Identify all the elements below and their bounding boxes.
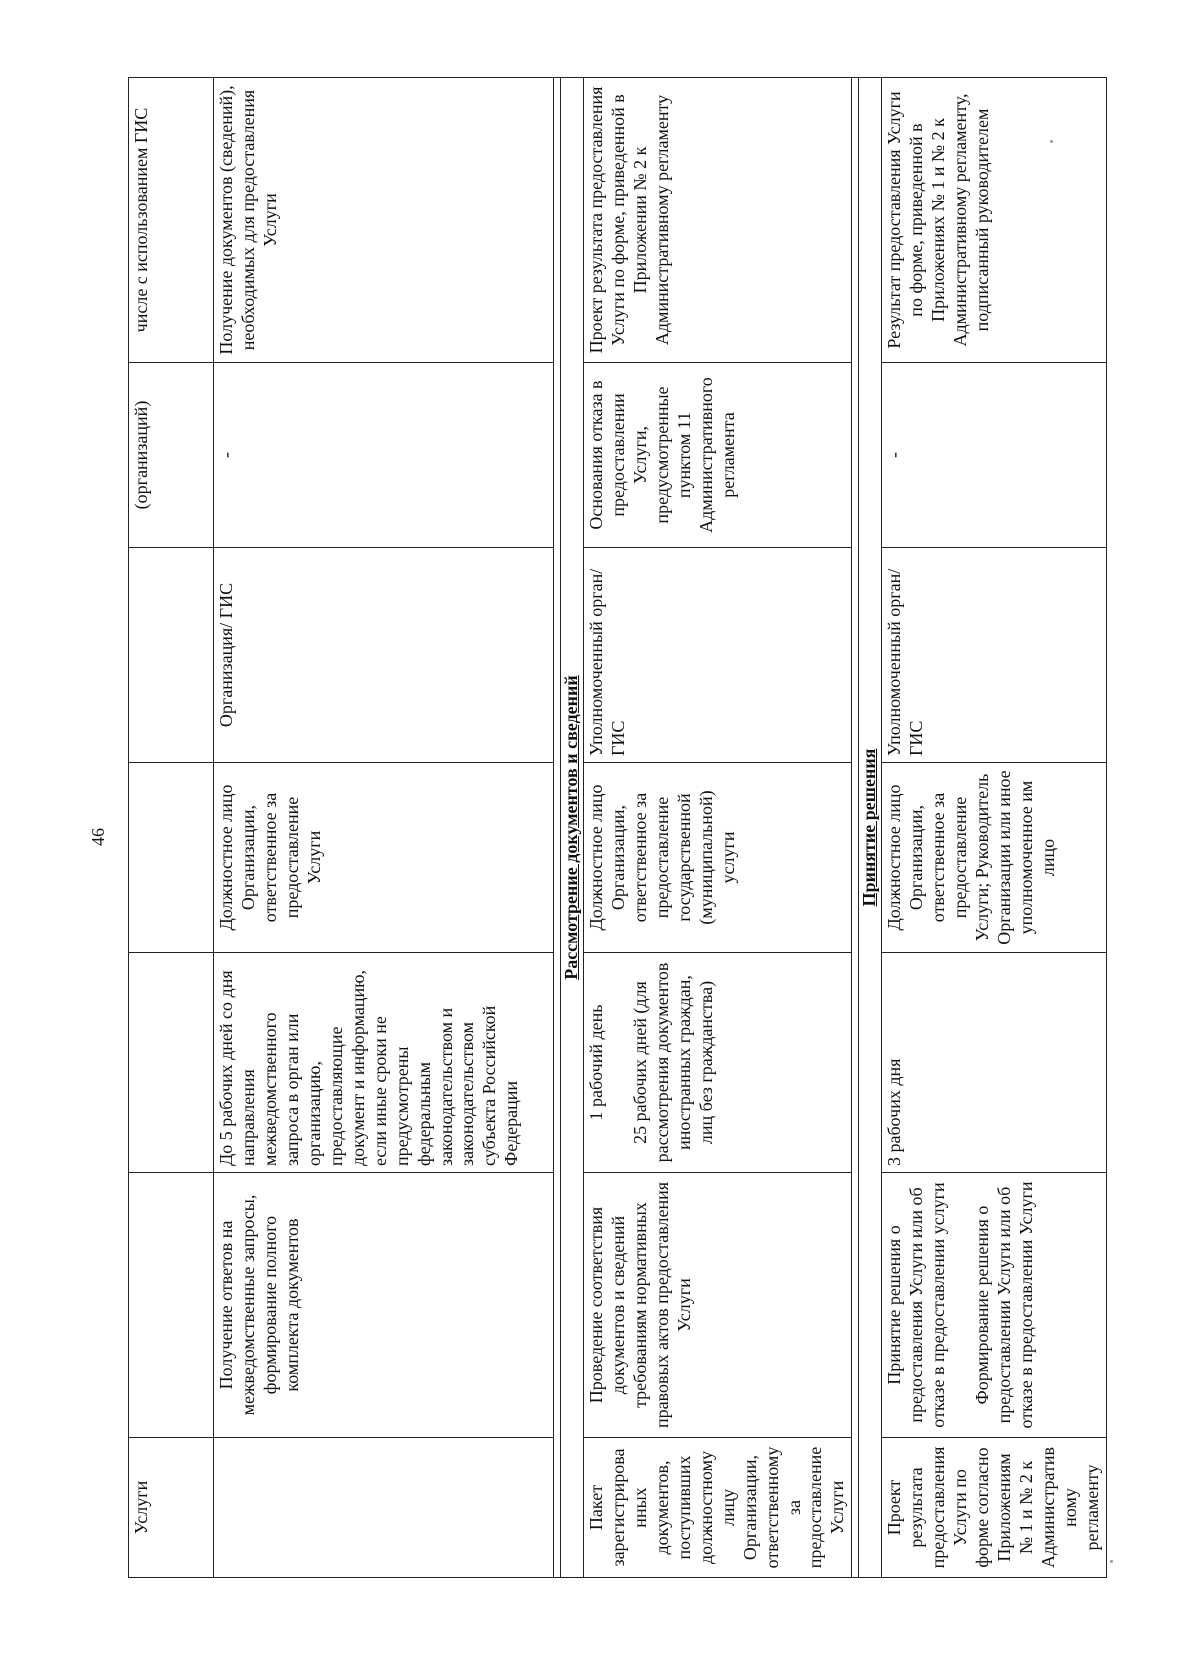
cell-responsible: Должностное лицо Организации, ответственное за предоставление государственной (муниципальной) услуги [583, 763, 851, 953]
cell-deadline: 3 рабочих дня [882, 953, 1107, 1173]
section-heading-decision: Принятие решения [859, 78, 882, 1578]
cell-place: Уполномоченный орган/ГИС [882, 548, 1107, 763]
cell-action: Принятие решения о предоставления Услуги или об отказе в предоставлении услуги Формирование решения о предоставлении Услуги или об отказе в предоставлении Услуги [882, 1173, 1107, 1438]
section-heading-review: Рассмотрение документов и сведений [561, 78, 584, 1578]
spacer-cell [852, 78, 859, 1578]
cell-basis: Проект результата предоставления Услуги по форме согласно Приложениям № 1 и № 2 к Административному регламенту [882, 1438, 1107, 1578]
table-row-header-continuation [129, 78, 214, 1578]
scan-speck [1110, 1560, 1113, 1563]
cell-criteria: - [882, 363, 1107, 548]
cell-responsible: Должностное лицо Организации, ответственное за предоставление Услуги; Руководитель Организации или иное уполномоченное им лицо [882, 763, 1107, 953]
spacer-cell [554, 78, 561, 1578]
table-row-spacer [554, 78, 561, 1578]
cell-action: Проведение соответствия документов и сведений требованиям нормативных правовых актов предоставления Услуги [583, 1173, 851, 1438]
cell-action: Получение ответов на межведомственные запросы, формирование полного комплекта документов [214, 1173, 554, 1438]
table-row-spacer [852, 78, 859, 1578]
cell-place: Организация/ ГИС [214, 548, 554, 763]
cell-place [129, 548, 214, 763]
cell-basis: Пакет зарегистрированных документов, поступивших должностному лицу Организации, ответственному за предоставление Услуги [583, 1438, 851, 1578]
table-row-decision [882, 78, 1107, 1578]
cell-result: числе с использованием ГИС [129, 78, 214, 363]
table-row-request [214, 78, 554, 1578]
table-row-review [583, 78, 851, 1578]
scan-speck [1050, 140, 1053, 143]
cell-deadline: До 5 рабочих дней со дня направления межведомственного запроса в орган или организацию, предоставляющие документ и информацию, если иные сроки не предусмотрены федеральным законодательством и законодательством субъекта Российской Федерации [214, 953, 554, 1173]
cell-responsible: Должностное лицо Организации, ответственное за предоставление Услуги [214, 763, 554, 953]
cell-basis [214, 1438, 554, 1578]
page-number: 46 [88, 828, 108, 846]
section-heading-row-review [561, 78, 584, 1578]
cell-result: Проект результата предоставления Услуги по форме, приведенной в Приложении № 2 к Административному регламенту [583, 78, 851, 363]
procedure-table [128, 77, 1107, 1578]
cell-deadline: 1 рабочий день 25 рабочих дней (для рассмотрения документов иностранных граждан, лиц без гражданства) [583, 953, 851, 1173]
cell-criteria: (организаций) [129, 363, 214, 548]
rotated-table-container [128, 78, 1102, 1578]
cell-action [129, 1173, 214, 1438]
cell-basis: Услуги [129, 1438, 214, 1578]
cell-result: Результат предоставления Услуги по форме, приведенной в Приложениях № 1 и № 2 к Административному регламенту, подписанный руководителем [882, 78, 1107, 363]
cell-result: Получение документов (сведений), необходимых для предоставления Услуги [214, 78, 554, 363]
cell-criteria: Основания отказа в предоставлении Услуги, предусмотренные пунктом 11 Административного регламента [583, 363, 851, 548]
cell-responsible [129, 763, 214, 953]
cell-place: Уполномоченный орган/ГИС [583, 548, 851, 763]
cell-deadline [129, 953, 214, 1173]
section-heading-row-decision [859, 78, 882, 1578]
cell-criteria: - [214, 363, 554, 548]
